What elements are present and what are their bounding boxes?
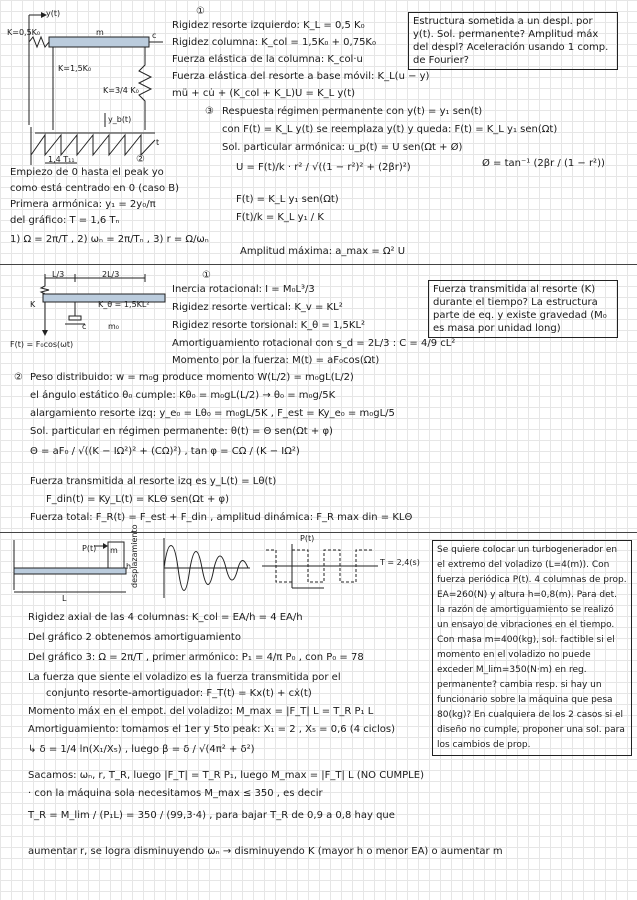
section1-left-5: 1) Ω = 2π/T , 2) ωₙ = 2π/Tₙ , 3) r = Ω/ωₙ xyxy=(10,234,209,245)
section2-p2-3: alargamiento resorte izq: y_e₀ = Lθ₀ = m₀gL/5K , F_est = Ky_e₀ = m₀gL/5 xyxy=(30,408,395,419)
section2-p2b-3: Fuerza total: F_R(t) = F_est + F_din , amplitud dinámica: F_R max din = KLΘ xyxy=(30,512,413,523)
item-number-2b: ② xyxy=(14,372,23,383)
item-number-3: ③ xyxy=(205,106,214,117)
c-label: c xyxy=(152,31,157,40)
item-number-1: ① xyxy=(196,6,205,17)
section1-line-5: mü + cu̇ + (K_col + K_L)U = K_L y(t) xyxy=(172,88,356,99)
l23-label: 2L/3 xyxy=(102,270,120,279)
y-label: y(t) xyxy=(46,9,61,18)
force-label: F(t) = F₀cos(ωt) xyxy=(10,340,74,349)
period-label: 1,4 T₁₁ xyxy=(48,155,75,164)
l3-label: L/3 xyxy=(52,270,65,279)
section1-line-1: Rigidez resorte izquierdo: K_L = 0,5 K₀ xyxy=(172,20,365,31)
k-right-label: K=3/4 K₀ xyxy=(103,86,139,95)
section2-theta-eq: Θ = aF₀ / √((K − IΩ²)² + (CΩ)²) , tan φ = CΩ / (K − IΩ²) xyxy=(30,446,300,457)
k-left-label: K=1,5K₀ xyxy=(58,64,92,73)
section1-p3-sol: Sol. particular armónica: u_p(t) = U sen(Ωt + Ø) xyxy=(222,142,463,153)
section2-line-5: Momento por la fuerza: M(t) = aF₀cos(Ωt) xyxy=(172,355,380,366)
plot3-note: T = 2,4(s) xyxy=(380,558,420,567)
c-label-2: c xyxy=(82,322,87,331)
section1-left-4: del gráfico: T = 1,6 Tₙ xyxy=(10,215,120,226)
problem-statement-1: Estructura sometida a un despl. por y(t). Sol. permanente? Amplitud máx del despl? Aceleración usando 1 comp. de Fourier? xyxy=(408,12,618,70)
section2-line-1: Inercia rotacional: I = M₀L³/3 xyxy=(172,284,315,295)
k-label: K xyxy=(30,300,36,309)
section1-line-3: Fuerza elástica de la columna: K_col·u xyxy=(172,54,363,65)
section1-amax: Amplitud máxima: a_max = Ω² U xyxy=(240,246,406,257)
structure-diagram-2 xyxy=(5,270,165,350)
section2-line-4: Amortiguamiento rotacional con s_d = 2L/3 : C = 4/9 cL² xyxy=(172,338,456,349)
plot3-top-label: P(t) xyxy=(300,534,315,543)
section1-u-eq: U = F(t)/k · r² / √((1 − r²)² + (2βr)²) xyxy=(236,162,411,173)
separator-2 xyxy=(0,532,637,533)
section2-p2-4: Sol. particular en régimen permanente: θ(t) = Θ sen(Ωt + φ) xyxy=(30,426,333,437)
section3-line-3: Del gráfico 3: Ω = 2π/T , primer armónico: P₁ = 4/π P₀ , con P₀ = 78 xyxy=(28,652,364,663)
section3-line-8: ↳ δ = 1/4 ln(X₁/X₅) , luego β = δ / √(4π² + δ²) xyxy=(28,744,255,755)
ktheta-label: K_θ = 1,5KL² xyxy=(98,300,150,309)
section3-line-2: Del gráfico 2 obtenemos amortiguamiento xyxy=(28,632,241,643)
section1-p3-line: con F(t) = K_L y(t) se reemplaza y(t) y queda: F(t) = K_L y₁ sen(Ωt) xyxy=(222,124,558,135)
problem-statement-2: Fuerza transmitida al resorte (K) durante el tiempo? La estructura parte de eq. y existe gravedad (M₀ es masa por unidad long) xyxy=(428,280,618,338)
section2-p2-2: el ángulo estático θ₀ cumple: Kθ₀ = m₀gL(L/2) → θ₀ = m₀g/5K xyxy=(30,390,336,401)
section3-line-7: Amortiguamiento: tomamos el 1er y 5to peak: X₁ = 2 , X₅ = 0,6 (4 ciclos) xyxy=(28,724,396,735)
plot2-label: desplazamiento xyxy=(130,524,139,588)
section1-f-eq-1: F(t) = K_L y₁ sen(Ωt) xyxy=(236,194,339,205)
section3-line-12: aumentar r, se logra disminuyendo ωₙ → disminuyendo K (mayor h o menor EA) o aumentar m xyxy=(28,846,503,857)
section3-line-4: La fuerza que siente el voladizo es la fuerza transmitida por el xyxy=(28,672,341,683)
h-label: h xyxy=(126,562,132,571)
item-number-1b: ① xyxy=(202,270,211,281)
section3-line-1: Rigidez axial de las 4 columnas: K_col = EA/h = 4 EA/h xyxy=(28,612,303,623)
section2-p2-1: Peso distribuido: w = m₀g produce momento W(L/2) = m₀gL(L/2) xyxy=(30,372,354,383)
length-label: L xyxy=(62,594,67,603)
m0-label: m₀ xyxy=(108,322,119,331)
section1-line-4: Fuerza elástica del resorte a base móvil: K_L(u − y) xyxy=(172,71,430,82)
k-top-label: K=0,5K₀ xyxy=(7,28,41,37)
section3-line-5: conjunto resorte-amortiguador: F_T(t) = Kx(t) + cẋ(t) xyxy=(46,688,312,699)
section2-p2b-2: F_din(t) = Ky_L(t) = KLΘ sen(Ωt + φ) xyxy=(46,494,230,505)
section1-left-2: como está centrado en 0 (caso B) xyxy=(10,183,180,194)
section3-line-11: T_R = M_lim / (P₁L) = 350 / (99,3·4) , para bajar T_R de 0,9 a 0,8 hay que xyxy=(28,810,395,821)
item-number-2: ② xyxy=(136,154,145,165)
t-label: t xyxy=(156,138,160,147)
section2-line-2: Rigidez resorte vertical: K_v = KL² xyxy=(172,302,343,313)
square-wave-plot xyxy=(262,544,382,594)
section2-p2b-1: Fuerza transmitida al resorte izq es y_L(t) = Lθ(t) xyxy=(30,476,277,487)
section1-line-2: Rigidez columna: K_col = 1,5K₀ + 0,75K₀ xyxy=(172,37,376,48)
p-label: P(t) xyxy=(82,544,97,553)
section3-line-10: · con la máquina sola necesitamos M_max ≤ 350 , es decir xyxy=(28,788,323,799)
section3-line-6: Momento máx en el empot. del voladizo: M_max = |F_T| L = T_R P₁ L xyxy=(28,706,374,717)
section3-line-9: Sacamos: ωₙ, r, T_R, luego |F_T| = T_R P₁, luego M_max = |F_T| L (NO CUMPLE) xyxy=(28,770,424,781)
section1-f-eq-2: F(t)/k = K_L y₁ / K xyxy=(236,212,324,223)
section1-p3-title: Respuesta régimen permanente con y(t) = y₁ sen(t) xyxy=(222,106,483,117)
m-label: m xyxy=(96,28,104,37)
section1-phi-eq: Ø = tan⁻¹ (2βr / (1 − r²)) xyxy=(482,158,605,169)
section1-left-1: Empiezo de 0 hasta el peak yo xyxy=(10,167,164,178)
mass-label: m xyxy=(110,546,118,555)
section1-left-3: Primera armónica: y₁ = 2y₀/π xyxy=(10,199,156,210)
problem-statement-3: Se quiere colocar un turbogenerador en el extremo del voladizo (L=4(m)). Con fuerza periódica P(t). 4 columnas de prop. EA=260(N) y altura h=0,8(m). Para det. la razón de amortiguamiento se realizó un ensayo de vibraciones en el tiempo. Con masa m=400(kg), sol. factible si el momento en el voladizo no puede exceder M_lim=350(N·m) en reg. permanente? cambia resp. si hay un funcionario sobre la máquina que pesa 80(kg)? En cualquiera de los 2 casos si el diseño no cumple, proponer una sol. para los cambios de prop. xyxy=(432,540,632,756)
decay-plot xyxy=(158,538,253,598)
separator-1 xyxy=(0,264,637,265)
yb-label: y_b(t) xyxy=(108,115,132,124)
section2-line-3: Rigidez resorte torsional: K_θ = 1,5KL² xyxy=(172,320,366,331)
